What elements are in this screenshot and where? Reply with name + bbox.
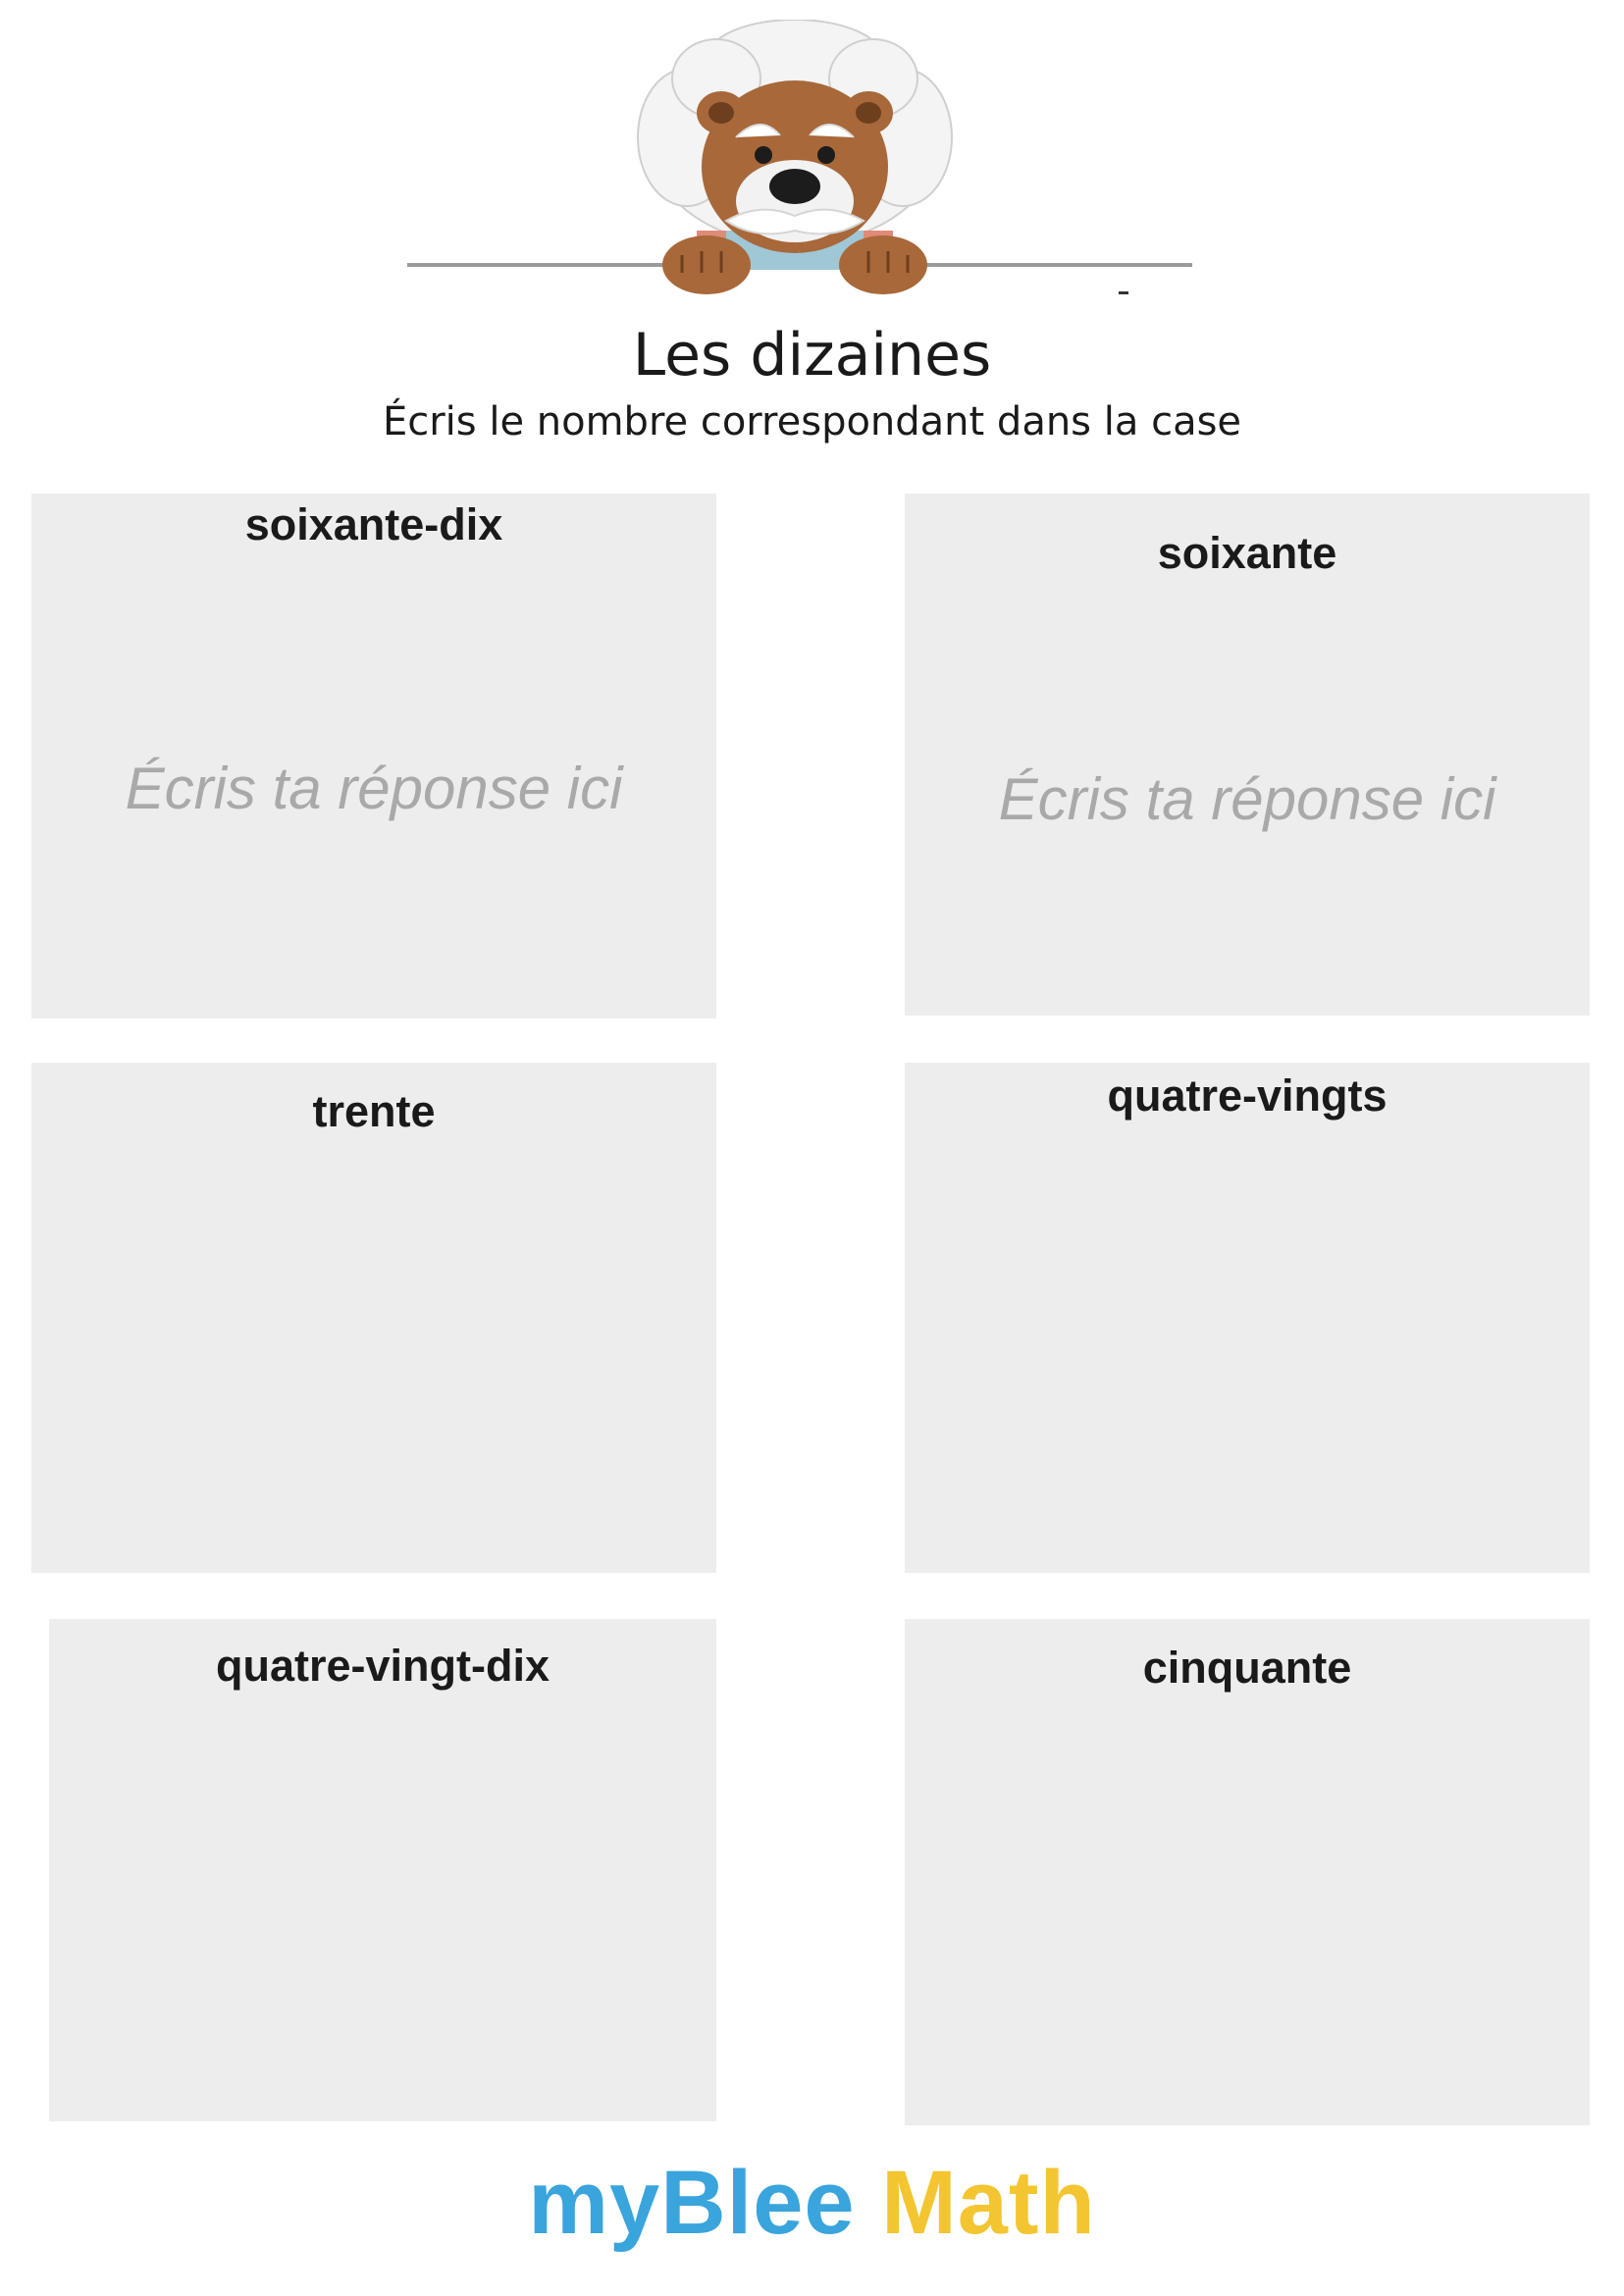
card-label: soixante (1157, 528, 1337, 578)
page-title: Les dizaines (632, 321, 992, 390)
card-soixante-dix (31, 494, 716, 1018)
card-label: cinquante (1142, 1643, 1352, 1693)
logo-text-math: Math (881, 2153, 1096, 2253)
myblee-math-logo (0, 2149, 1624, 2257)
card-label: soixante-dix (244, 499, 503, 549)
card-quatre-vingts (905, 1063, 1590, 1573)
page-subtitle: Écris le nombre correspondant dans la case (382, 399, 1242, 444)
answer-field[interactable]: Écris ta réponse ici (125, 756, 623, 821)
card-quatre-vingt-dix (49, 1619, 716, 2121)
card-soixante (905, 494, 1590, 1016)
card-cinquante (905, 1619, 1590, 2125)
logo-text-myblee: myBlee (528, 2153, 882, 2253)
card-label: trente (312, 1086, 436, 1136)
card-label: quatre-vingt-dix (215, 1641, 550, 1691)
answer-field[interactable]: Écris ta réponse ici (998, 766, 1496, 832)
bear-mascot-icon (402, 20, 1207, 294)
card-trente (31, 1063, 716, 1573)
card-label: quatre-vingts (1107, 1070, 1388, 1121)
